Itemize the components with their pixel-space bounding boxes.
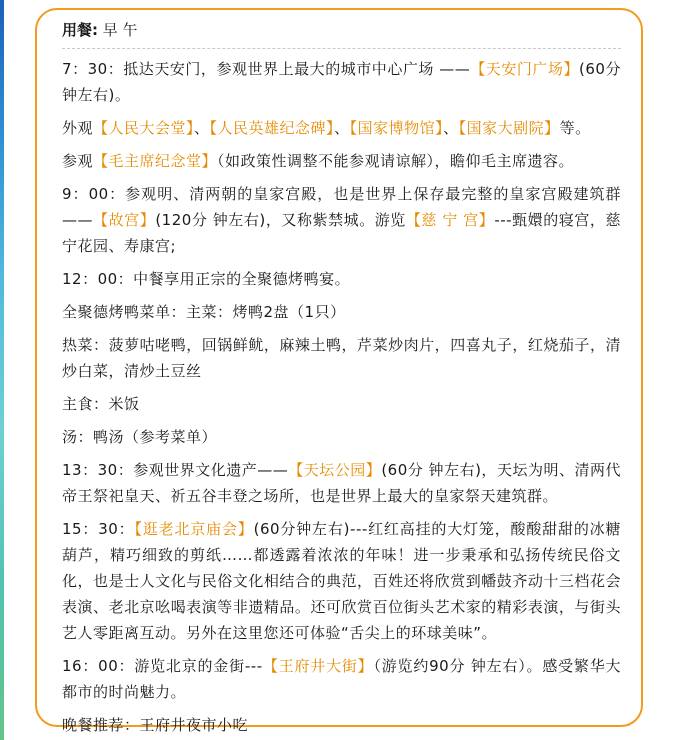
body-text: 外观	[62, 119, 94, 137]
body-text: 16：00：游览北京的金街---	[62, 657, 263, 675]
itinerary-paragraph	[62, 148, 621, 174]
itinerary-paragraph	[62, 299, 621, 325]
body-text: 汤：鸭汤（参考菜单）	[62, 428, 218, 446]
meals-title	[62, 18, 621, 42]
itinerary-paragraph	[62, 181, 621, 259]
body-text: ---甄嬛的寝宫，慈宁花园、寿康宫;	[62, 211, 621, 255]
body-text: 参观	[62, 152, 94, 170]
highlight-attraction-text: 【国家博物馆】	[349, 119, 444, 137]
highlight-attraction-text: 【慈 宁 宫】	[405, 211, 495, 229]
itinerary-paragraph	[62, 115, 621, 141]
body-text: 15：30：	[62, 520, 135, 538]
body-text: 主食：米饭	[62, 395, 140, 413]
itinerary-paragraph	[62, 391, 621, 417]
body-text: （游览约90分 钟左右）。感受繁华大都市的时尚魅力。	[62, 657, 621, 701]
body-text: 、	[443, 119, 459, 137]
body-text: (60分 钟左右)。	[62, 60, 621, 104]
itinerary-paragraph	[62, 56, 621, 108]
highlight-attraction-text: 【故宫】	[93, 211, 156, 229]
itinerary-card	[35, 8, 643, 734]
body-text: 、	[194, 119, 210, 137]
body-text: (120分 钟左右)，又称紫禁城。游览	[155, 211, 406, 229]
body-text: (60分 钟左右)，天坛为明、清两代帝王祭祀皇天、祈五谷丰登之场所，也是世界上最大的皇家祭天建筑群。	[62, 461, 621, 505]
body-text: 全聚德烤鸭菜单：主菜：烤鸭2盘（1只）	[62, 303, 346, 321]
body-text: 7：30：抵达天安门，参观世界上最大的城市中心广场 ——	[62, 60, 471, 78]
highlight-attraction-text: 【人民英雄纪念碑】	[209, 119, 335, 137]
body-text: 12：00：中餐享用正宗的全聚德烤鸭宴。	[62, 270, 351, 288]
itinerary-body	[62, 56, 621, 738]
dashed-divider	[62, 48, 621, 49]
highlight-attraction-text: 【王府井大街】	[262, 657, 374, 675]
highlight-attraction-text: 【人民大会堂】	[93, 119, 195, 137]
itinerary-paragraph	[62, 266, 621, 292]
body-text: 13：30：参观世界文化遗产——	[62, 461, 289, 479]
itinerary-paragraph	[62, 516, 621, 646]
highlight-attraction-text: 【天安门广场】	[470, 60, 579, 78]
left-gradient-stripe	[0, 0, 4, 740]
itinerary-paragraph	[62, 332, 621, 384]
body-text: 热菜：菠萝咕咾鸭，回锅鲜鱿，麻辣土鸭，芹菜炒肉片，四喜丸子，红烧茄子，清炒白菜，清炒土豆丝	[62, 336, 621, 380]
highlight-attraction-text: 【天坛公园】	[288, 461, 382, 479]
meals-label: 用餐:	[62, 21, 98, 39]
body-text: （如政策性调整不能参观请谅解），瞻仰毛主席遗容。	[217, 152, 575, 170]
body-text: 晚餐推荐：王府井夜市小吃	[62, 716, 249, 734]
body-text: 9：00：参观明、清两朝的皇家宫殿，也是世界上保存最完整的皇家宫殿建筑群——	[62, 185, 621, 229]
highlight-attraction-text: 【逛老北京庙会】	[134, 520, 254, 538]
itinerary-paragraph	[62, 653, 621, 705]
highlight-attraction-text: 【毛主席纪念堂】	[93, 152, 218, 170]
body-text: 、	[334, 119, 350, 137]
meals-value: 早 午	[98, 21, 138, 39]
itinerary-paragraph	[62, 457, 621, 509]
itinerary-paragraph	[62, 712, 621, 738]
body-text: (60分钟左右)---红红高挂的大灯笼，酸酸甜甜的冰糖葫芦，精巧细致的剪纸……都透露着浓浓的年味！进一步秉承和弘扬传统民俗文化，也是士人文化与民俗文化相结合的典范，百姓还将欣赏到幡鼓齐动十三档花会表演、老北京吆喝表演等非遗精品。还可欣赏百位街头艺术家的精彩表演，与街头艺人零距离互动。另外在这里您还可体验“舌尖上的环球美味”。	[62, 520, 621, 642]
itinerary-paragraph	[62, 424, 621, 450]
highlight-attraction-text: 【国家大剧院】	[458, 119, 560, 137]
body-text: 等。	[559, 119, 591, 137]
